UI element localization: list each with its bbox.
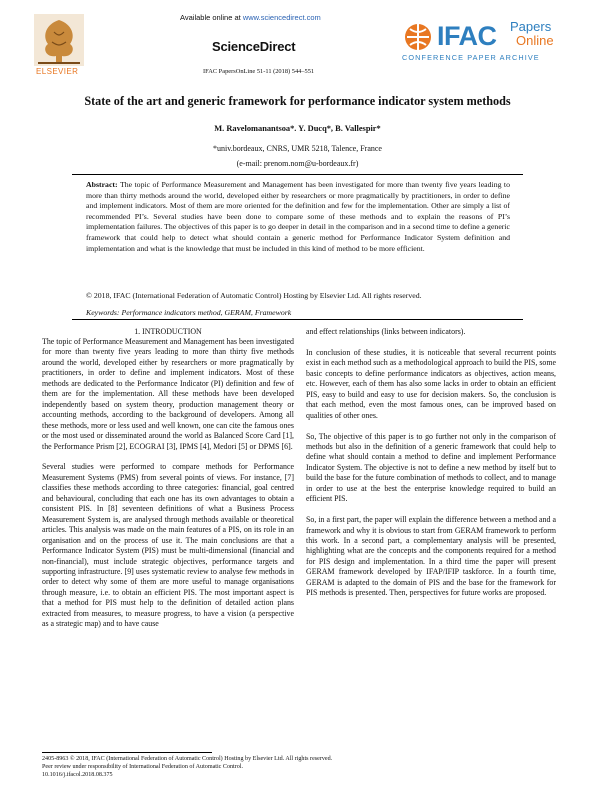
footer-rule <box>42 752 212 753</box>
footer-peer-review: Peer review under responsibility of International Federation of Automatic Control. <box>42 764 244 770</box>
footer-issn-copyright: 2405-8963 © 2018, IFAC (International Federation of Automatic Control) Hosting by Elsevier Ltd. All rights reserved. <box>42 756 333 762</box>
ifac-globe-icon <box>403 22 433 52</box>
abstract-text: The topic of Performance Measurement and Management has been investigated for more than twenty five years leading to more than thirty methods around the world, developed either by researchers or more pragmatically by practitioners, in order to define and implement indicators. Most of them are more oriented for the definition and few for the implementation. Other are simply a list of recommended PI’s. Several studies have been done to compare some of these methods and to explain the reasons of PI’s implementation failures. The objectives of this paper is to go deeper in detail in the comparison and in a second time to define a generic framework that could help to detect what should contain a generic method for Performance Indicator System definition and implementation and what is the knowledge that must be included in this kind of method to be more efficient. <box>86 180 510 253</box>
ifac-online-label: Online <box>516 33 554 48</box>
elsevier-tree-logo <box>34 14 84 74</box>
abstract-label: Abstract: <box>86 180 118 189</box>
body-paragraph: In conclusion of these studies, it is noticeable that several recurrent points exist in each method such as a methodological approach to build the PIS, some basic concepts to define performance indicators as objectives, action means, etc. However, each of them has also some lacks in order to obtain an efficient PIS, easy to build and easy to use for decision makers. So, the conclusion is that each method, even the most famous ones, can be improved based on qualities of other ones. <box>306 347 556 420</box>
ifac-wordmark: IFAC <box>437 21 497 51</box>
left-column <box>42 337 294 640</box>
abstract-bottom-rule <box>72 319 523 320</box>
author-email: (e-mail: prenom.nom@u-bordeaux.fr) <box>236 159 359 168</box>
journal-citation: IFAC PapersOnLine 51-11 (2018) 544–551 <box>203 68 315 75</box>
body-paragraph: So, in a first part, the paper will explain the difference between a method and a framework and why it is obvious to start from GERAM framework to perform this work. In a second part, a complementary analysis will be presented, highlighting what are the concepts and the components required for a method for PIS design and implementation. In a third time the paper will present GERAM framework developed by IFAP/IFIP taskforce. In a fourth time, GERAM is adapted to the domain of PIS and the base for the framework for PIS methods is presented. Then, perspectives for future works are proposed. <box>306 515 556 598</box>
footer <box>42 755 332 779</box>
paper-title: State of the art and generic framework for performance indicator system methods <box>84 94 511 108</box>
available-prefix: Available online at <box>180 13 241 22</box>
section-heading-introduction: 1. INTRODUCTION <box>134 327 202 336</box>
abstract <box>86 180 510 254</box>
elsevier-label: ELSEVIER <box>36 67 79 76</box>
footer-doi[interactable]: 10.1016/j.ifacol.2018.08.375 <box>42 772 113 778</box>
keywords: Keywords: Performance indicators method, GERAM, Framework <box>86 308 292 317</box>
body-paragraph: So, The objective of this paper is to go further not only in the comparison of methods but also in the definition of a generic framework that could help to define what should contain a method to define and implement Performance Indicator System. The objective is not to define a new method by itself but to build the base for the future combination of methods to collect, and to manage in order to use at the best the enterprise knowledge required to build an efficient PIS. <box>306 431 556 504</box>
available-online-line <box>180 13 321 22</box>
sciencedirect-wordmark: ScienceDirect <box>212 39 296 54</box>
abstract-top-rule <box>72 174 523 175</box>
ifac-papers-label: Papers <box>510 19 552 34</box>
conference-paper-archive-label: CONFERENCE PAPER ARCHIVE <box>402 53 540 62</box>
paper-authors: M. Ravelomanantsoa*. Y. Ducq*, B. Vallespir* <box>214 124 381 133</box>
copyright-notice: © 2018, IFAC (International Federation of Automatic Control) Hosting by Elsevier Ltd. All rights reserved. <box>86 291 422 300</box>
sciencedirect-url-link[interactable]: www.sciencedirect.com <box>242 13 321 22</box>
right-column <box>306 327 556 609</box>
body-paragraph: and effect relationships (links between indicators). <box>306 327 466 336</box>
body-paragraph: The topic of Performance Measurement and Management has been investigated for more than twenty five years leading to more than thirty five methods around the world, developed either by researchers or more pragmatically by practitioners, in order to define and implement indicators. Most of these methods are dedicated to the Performance Indicator (PI) definition and few of them are for the implementation. All these methods have been developed independently based on system theory, production management theory or accounting methods, according to the background of developers. Among all these methods, more or less used and well known, one can cite the famous ones or the most used or disseminated around the world as Balanced Score Card [1], the Performance Prism [2], ECOGRAI [3], IPMS [4], Medori [5] or DPMS [6]. <box>42 337 294 451</box>
author-affiliation: *univ.bordeaux, CNRS, UMR 5218, Talence, France <box>213 144 382 153</box>
body-paragraph: Several studies were performed to compare methods for Performance Measurement Systems (PMS) from several points of views. For instance, [7] classifies these methods according to three categories: financial, goal centred and behavioural, concluding that each one has its own advantages to obtain a consistent PIS. In [8] seventeen definitions of what a Business Process Measurement System is, are analysed through methods available or theoretical articles. This analysis was made on the main features of a PIS, on its role in an organisation and on the process of use it. The main conclusions are that a Performance Indicator System (PIS) must be multi-dimensional (financial and non-financial), must include strategic objectives, performance targets and supporting infrastructure. [9] uses systematic review to analyse few methods in order to detect why some of them are more useful to manage organisations through measure, i.e. to obtain an efficient PIS. The most important aspect is that a method for PIS must help to the definition of detailed action plans extracted from measures, to measure progress, to have a vision (a perspective as a strategic map) and to have cause <box>42 462 294 629</box>
